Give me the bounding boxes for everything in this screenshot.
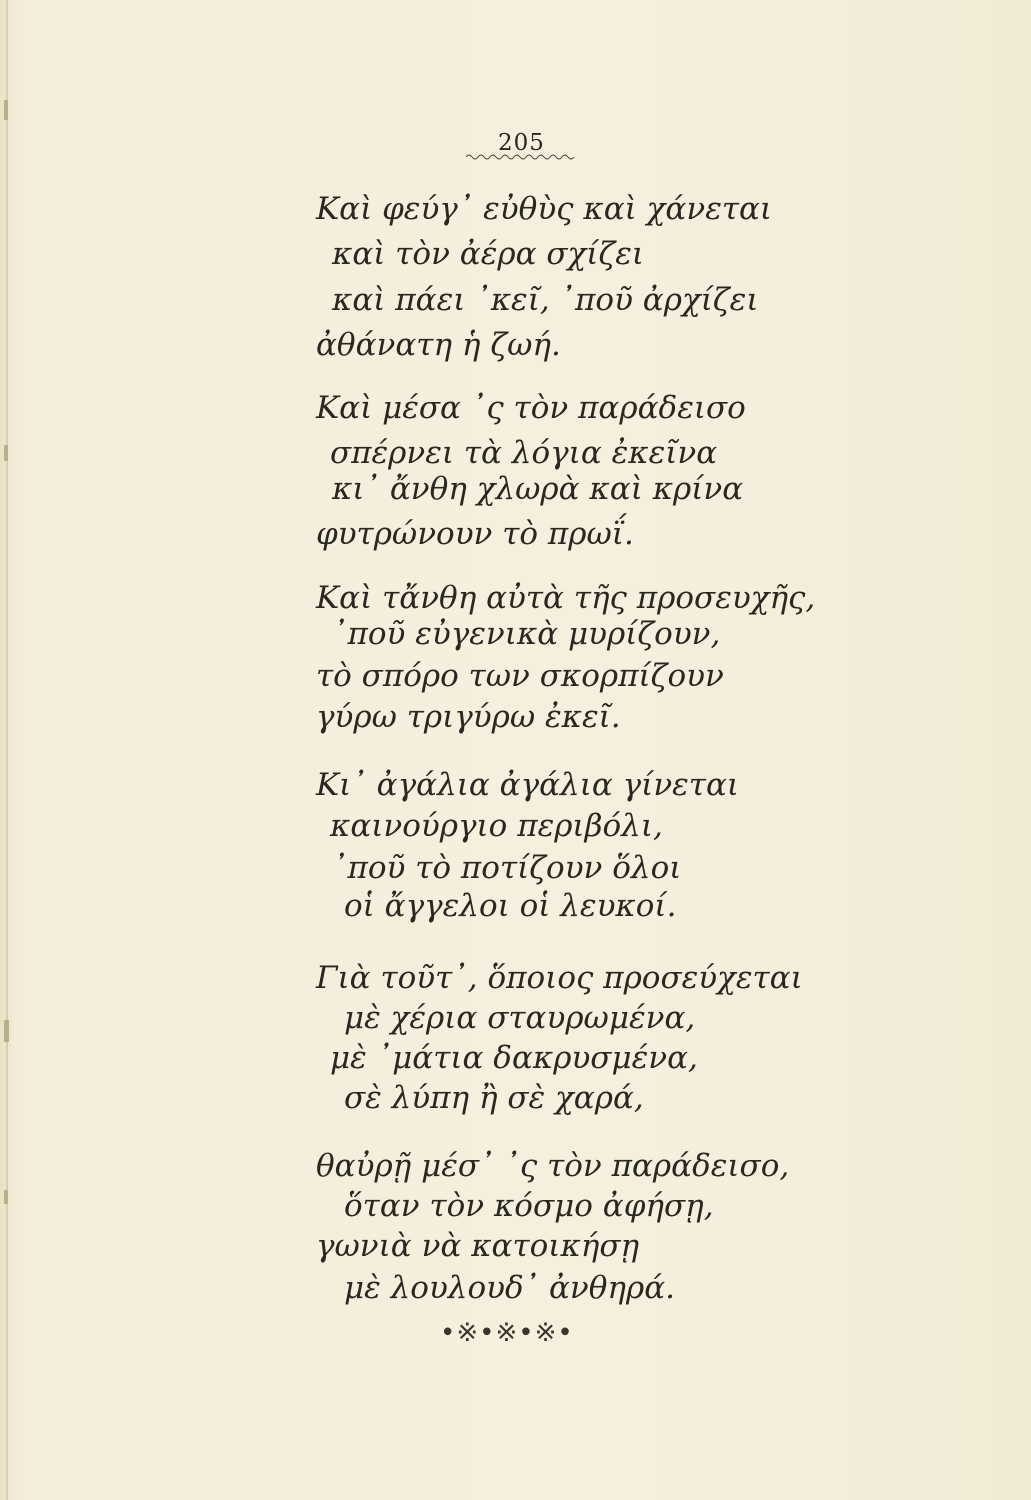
verse-line: καὶ πάει ᾽κεῖ, ᾽ποῦ ἀρχίζει — [332, 282, 759, 318]
verse-line: ὅταν τὸν κόσμο ἀφήσῃ, — [344, 1188, 714, 1224]
verse-line: θαὐρῇ μέσ᾽ ᾽ς τὸν παράδεισο, — [316, 1148, 790, 1184]
verse-line: Κι᾽ ἀγάλια ἀγάλια γίνεται — [316, 767, 740, 803]
verse-line: τὸ σπόρο των σκορπίζουν — [316, 658, 724, 694]
verse-line: μὲ ᾽μάτια δακρυσμένα, — [330, 1040, 698, 1076]
verse-line: κι᾽ ἄνθη χλωρὰ καὶ κρίνα — [332, 471, 744, 507]
verse-line: ᾽ποῦ τὸ ποτίζουν ὅλοι — [332, 850, 682, 886]
verse-line: μὲ λουλουδ᾽ ἀνθηρά. — [344, 1270, 675, 1306]
verse-line: οἱ ἄγγελοι οἱ λευκοί. — [344, 888, 677, 924]
margin-speck — [4, 1020, 9, 1042]
footer-ornament: •※•※•※• — [440, 1318, 574, 1348]
verse-line: γύρω τριγύρω ἐκεῖ. — [316, 699, 621, 735]
verse-line: Καὶ φεύγ᾽ εὐθὺς καὶ χάνεται — [316, 191, 773, 227]
margin-speck — [4, 1190, 8, 1204]
verse-line: γωνιὰ νὰ κατοικήσῃ — [316, 1228, 640, 1264]
verse-line: καὶ τὸν ἀέρα σχίζει — [332, 236, 645, 272]
page-edge-shadow — [6, 0, 8, 1500]
verse-line: Καὶ μέσα ᾽ς τὸν παράδεισο — [316, 390, 746, 426]
verse-line: φυτρώνουν τὸ πρωΐ. — [316, 516, 634, 552]
verse-line: Γιὰ τοῦτ᾽, ὅποιος προσεύχεται — [316, 960, 803, 996]
verse-line: σὲ λύπη ἢ σὲ χαρά, — [344, 1080, 644, 1116]
margin-speck — [4, 100, 8, 120]
verse-line: ᾽ποῦ εὐγενικὰ μυρίζουν, — [332, 616, 721, 652]
margin-speck — [4, 445, 8, 461]
wavy-rule-ornament — [466, 152, 576, 162]
page-number: 205 — [498, 130, 545, 156]
verse-line: σπέρνει τὰ λόγια ἐκεῖνα — [330, 435, 718, 471]
verse-line: μὲ χέρια σταυρωμένα, — [344, 1000, 696, 1036]
verse-line: Καὶ τἄνθη αὐτὰ τῆς προσευχῆς, — [316, 580, 816, 616]
verse-line: ἀθάνατη ἡ ζωή. — [316, 327, 561, 363]
verse-line: καινούργιο περιβόλι, — [330, 808, 663, 844]
